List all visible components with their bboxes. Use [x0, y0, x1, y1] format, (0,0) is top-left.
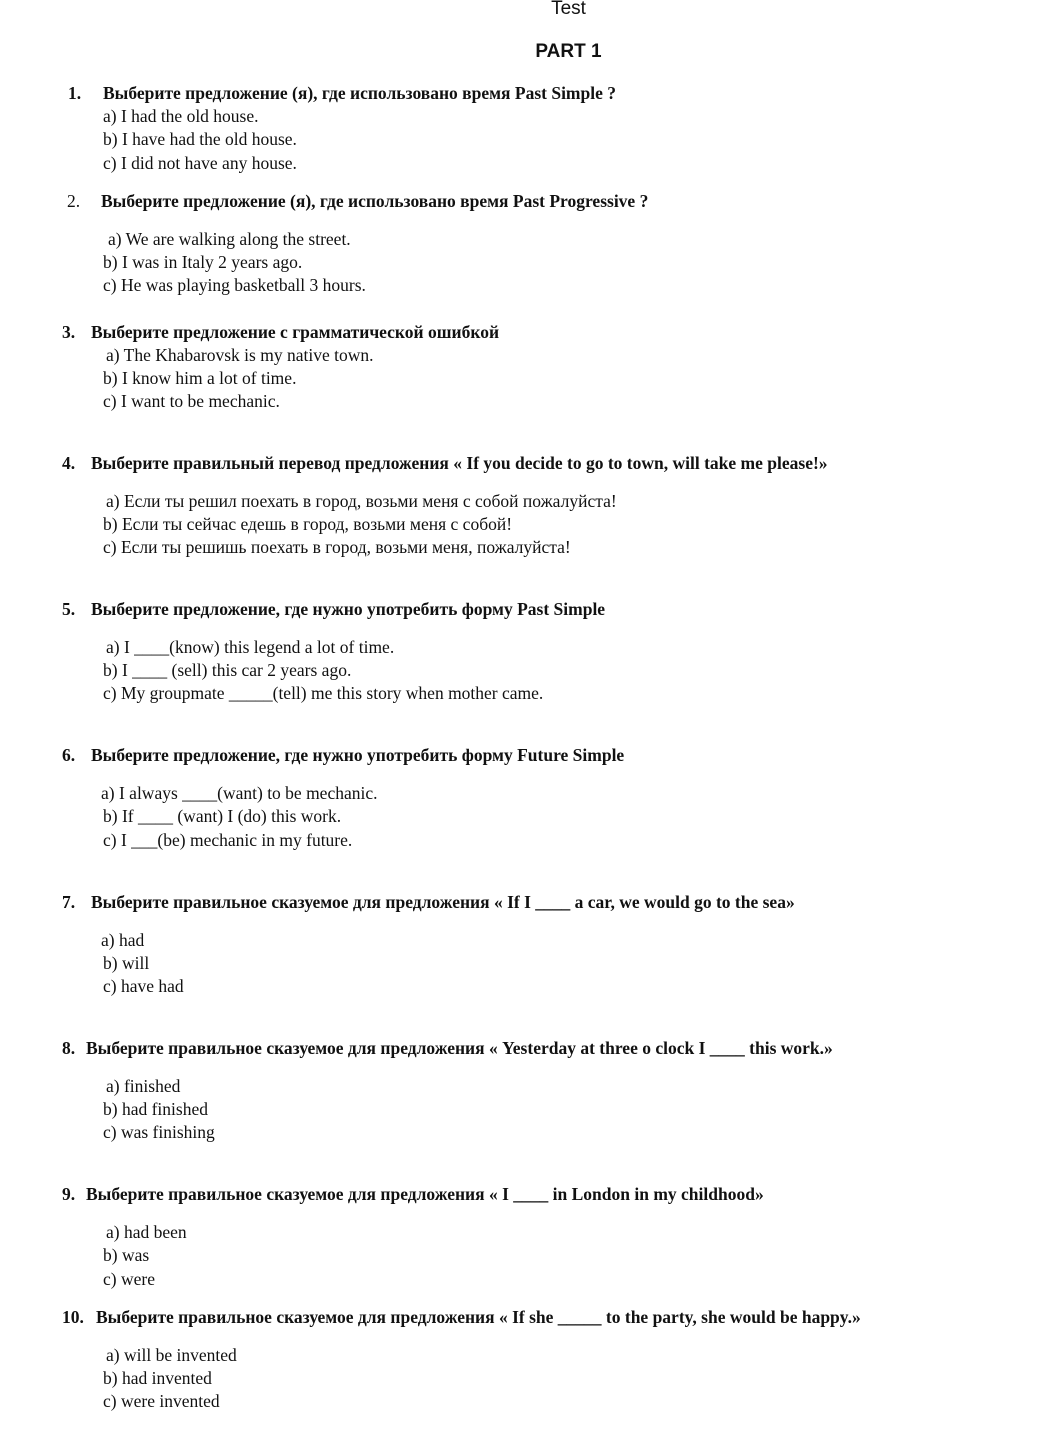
question-9-option-c: c) were [103, 1269, 155, 1289]
question-text: Выберите предложение (я), где использовано время Past Progressive ? [101, 191, 649, 211]
question-text: Выберите правильное сказуемое для предложения « If she _____ to the party, she would be happy.» [96, 1307, 861, 1327]
question-10 [62, 1306, 861, 1328]
question-6 [62, 744, 624, 766]
question-3-option-a: a) The Khabarovsk is my native town. [106, 345, 374, 365]
question-3 [62, 321, 499, 343]
question-6-option-b: b) If ____ (want) I (do) this work. [103, 806, 342, 826]
question-1-option-a: a) I had the old house. [103, 106, 259, 126]
question-5-option-b: b) I ____ (sell) this car 2 years ago. [103, 660, 352, 680]
question-2-option-b: b) I was in Italy 2 years ago. [103, 252, 303, 272]
question-9 [62, 1183, 764, 1205]
part-heading: PART 1 [535, 41, 602, 62]
question-5-option-c: c) My groupmate _____(tell) me this story when mother came. [103, 683, 544, 703]
question-8 [62, 1037, 833, 1059]
question-3-option-c: c) I want to be mechanic. [103, 391, 280, 411]
question-1-option-b: b) I have had the old house. [103, 129, 297, 149]
question-4-option-a: a) Если ты решил поехать в город, возьми меня с собой пожалуйста! [106, 491, 617, 511]
question-number: 1. [68, 83, 82, 103]
question-7-option-b: b) will [103, 953, 150, 973]
document-title: Test [551, 0, 586, 19]
question-text: Выберите правильное сказуемое для предложения « I ____ in London in my childhood» [86, 1184, 764, 1204]
question-3-option-b: b) I know him a lot of time. [103, 368, 297, 388]
question-7 [62, 891, 795, 913]
question-text: Выберите предложение (я), где использовано время Past Simple ? [103, 83, 616, 103]
question-number: 10. [62, 1307, 84, 1327]
question-6-option-c: c) I ___(be) mechanic in my future. [103, 830, 353, 850]
question-9-option-a: a) had been [106, 1222, 187, 1242]
question-text: Выберите предложение, где нужно употребить форму Past Simple [91, 599, 606, 619]
question-4-option-b: b) Если ты сейчас едешь в город, возьми меня с собой! [103, 514, 513, 534]
question-8-option-c: c) was finishing [103, 1122, 215, 1142]
question-2-option-c: c) He was playing basketball 3 hours. [103, 275, 366, 295]
question-number: 4. [62, 453, 76, 473]
question-text: Выберите правильное сказуемое для предложения « If I ____ a car, we would go to the sea» [91, 892, 795, 912]
question-2 [67, 190, 648, 212]
question-7-option-c: c) have had [103, 976, 184, 996]
question-10-option-b: b) had invented [103, 1368, 212, 1388]
question-text: Выберите правильный перевод предложения « If you decide to go to town, will take me please!» [91, 453, 828, 473]
question-1-option-c: c) I did not have any house. [103, 153, 297, 173]
question-8-option-b: b) had finished [103, 1099, 208, 1119]
question-text: Выберите правильное сказуемое для предложения « Yesterday at three o clock I ____ this work.» [86, 1038, 833, 1058]
question-text: Выберите предложение, где нужно употребить форму Future Simple [91, 745, 625, 765]
question-9-option-b: b) was [103, 1245, 150, 1265]
question-4-option-c: c) Если ты решишь поехать в город, возьми меня, пожалуйста! [103, 537, 571, 557]
question-number: 8. [62, 1038, 76, 1058]
question-number: 5. [62, 599, 76, 619]
question-10-option-c: c) were invented [103, 1391, 220, 1411]
question-number: 2. [67, 191, 81, 211]
question-7-option-a: a) had [101, 930, 145, 950]
question-1 [68, 82, 616, 104]
question-4 [62, 452, 828, 474]
question-text: Выберите предложение с грамматической ошибкой [91, 322, 500, 342]
question-number: 3. [62, 322, 76, 342]
question-10-option-a: a) will be invented [106, 1345, 237, 1365]
question-number: 7. [62, 892, 76, 912]
question-5 [62, 598, 605, 620]
question-number: 9. [62, 1184, 76, 1204]
question-5-option-a: a) I ____(know) this legend a lot of time. [106, 637, 395, 657]
question-2-option-a: a) We are walking along the street. [108, 229, 351, 249]
question-6-option-a: a) I always ____(want) to be mechanic. [101, 783, 378, 803]
question-8-option-a: a) finished [106, 1076, 181, 1096]
question-number: 6. [62, 745, 76, 765]
